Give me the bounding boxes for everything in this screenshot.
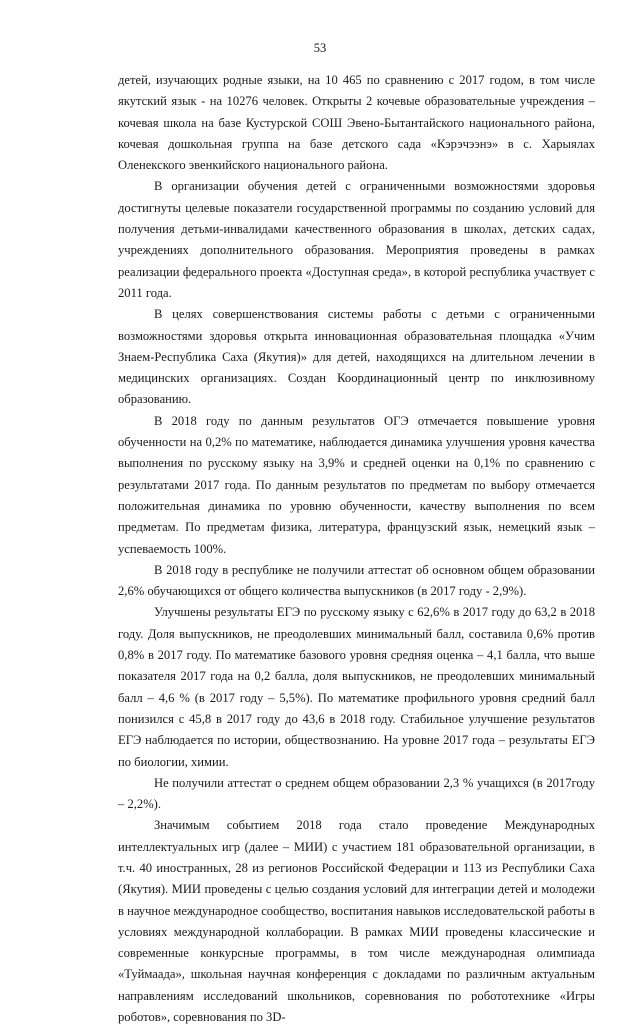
paragraph-basic-certificate: В 2018 году в республике не получили аттестат об основном общем образовании 2,6% обучающихся от общего количества выпускников (в 2017 году - 2,9%). xyxy=(118,562,595,599)
document-body xyxy=(118,70,595,1028)
paragraph-disabilities-education: В организации обучения детей с ограниченными возможностями здоровья достигнуты целевые показатели государственной программы по созданию условий для получения детьми-инвалидами качественного образования в школах, детских садах, учреждениях дополнительного образования. Мероприятия проведены в рамках реализации федерального проекта «Доступная среда», в которой республика участвует с 2011 года. xyxy=(118,179,595,300)
paragraph-oge-results: В 2018 году по данным результатов ОГЭ отмечается повышение уровня обученности на 0,2% по математике, наблюдается динамика улучшения уровня качества выполнения по русскому языку на 3,9% и средней оценки на 0,1% по сравнению с результатами 2017 года. По данным результатов по предметам по выбору отмечается положительная динамика по уровню обученности, качеству выполнения по всем предметам. По предметам физика, литература, французский язык, немецкий язык – успеваемость 100%. xyxy=(118,413,595,556)
paragraph-ege-results: Улучшены результаты ЕГЭ по русскому языку с 62,6% в 2017 году до 63,2 в 2018 году. Доля выпускников, не преодолевших минимальный балл, составила 0,6% против 0,8% в 2017 году. По математике базового уровня средняя оценка – 4,1 балла, что выше показателя 2017 года на 0,2 балла, доля выпускников, не преодолевших минимальный балл – 4,6 % (в 2017 году – 5,5%). По математике профильного уровня средний балл понизился с 45,8 в 2017 году до 43,6 в 2018 году. Стабильное улучшение результатов ЕГЭ наблюдается по истории, обществознанию. На уровне 2017 года – результаты ЕГЭ по биологии, химии. xyxy=(118,605,595,769)
paragraph-innovation-platform: В целях совершенствования системы работы с детьми с ограниченными возможностями здоровья открыта инновационная образовательная площадка «Учим Знаем-Республика Саха (Якутия)» для детей, находящихся на длительном лечении в медицинских организациях. Создан Координационный центр по инклюзивному образованию. xyxy=(118,307,595,407)
paragraph-native-languages: детей, изучающих родные языки, на 10 465 по сравнению с 2017 годом, в том числе якутский язык - на 10276 человек. Открыты 2 кочевые образовательные учреждения – кочевая школа на базе Кустурской СОШ Эвено-Бытантайского национального района, кочевая дошкольная группа на базе детского сада «Кэрэчээнэ» в с. Харыялах Оленекского эвенкийского национального района. xyxy=(118,73,595,173)
paragraph-intellectual-games: Значимым событием 2018 года стало проведение Международных интеллектуальных игр (далее – МИИ) с участием 181 образовательной организации, в т.ч. 40 иностранных, 28 из регионов Российской Федерации и 113 из Республики Саха (Якутия). МИИ проведены с целью создания условий для интеграции детей и молодежи в научное международное сообщество, воспитания навыков исследовательской работы в условиях международной коллаборации. В рамках МИИ проведены классические и современные конкурсные программы, в том числе международная олимпиада «Туймаада», школьная научная конференция с докладами по различным актуальным направлениям исследований школьников, соревнования по робототехнике «Игры роботов», соревнования по 3D- xyxy=(118,818,595,1025)
paragraph-secondary-certificate: Не получили аттестат о среднем общем образовании 2,3 % учащихся (в 2017году – 2,2%). xyxy=(118,775,595,812)
page-number: 53 xyxy=(313,41,327,55)
